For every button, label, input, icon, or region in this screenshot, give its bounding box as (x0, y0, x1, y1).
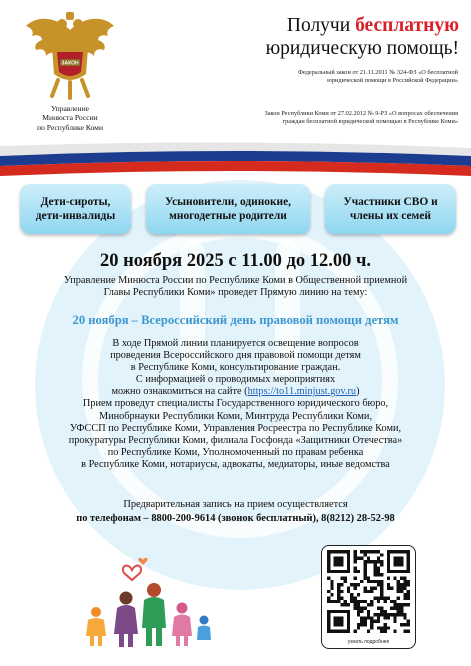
event-date: 20 ноября 2025 с 11.00 до 12.00 ч. (99, 251, 372, 271)
org-line: по Республике Коми (36, 122, 104, 132)
category-line: дети-инвалиды (35, 210, 116, 222)
body-line: В ходе Прямой линии планируется освещение вопросов (112, 338, 359, 349)
event-description (0, 338, 471, 471)
title-highlight: бесплатную (355, 15, 459, 36)
family-illustration-icon (80, 550, 215, 650)
body-line: Прием проведут специалисты Государственного юридического бюро, (82, 398, 389, 410)
event-topic: 20 ноября – Всероссийский день правовой помощи детям (72, 313, 399, 327)
qr-code-card[interactable] (321, 545, 416, 649)
law-line: Закон Республики Коми от 27.02.2012 № 9-РЗ «О вопросах обеспечения (264, 110, 458, 117)
body-line: Минобрнауки Республики Коми, Минтруда Республики Коми, (98, 410, 373, 422)
page-title (175, 14, 459, 60)
emblem-label: ЗАКОН (61, 60, 79, 67)
category-line: члены их семей (350, 210, 431, 222)
registration-note: Предварительная запись на прием осуществляется (123, 499, 348, 510)
body-line: С информацией о проводимых мероприятиях (135, 374, 336, 386)
eagle-emblem-icon (22, 10, 118, 102)
qr-code-icon (327, 550, 410, 633)
event-intro (0, 275, 471, 299)
body-line: прокуратуры Республики Коми, филиала Госфонда «Защитники Отечества» (68, 434, 403, 446)
russian-flag-stripe (0, 142, 471, 178)
title-part: Получи (286, 15, 356, 36)
organization-name (10, 104, 130, 132)
intro-line: Главы Республики Коми» проведет Прямую линию на тему: (103, 287, 368, 299)
law-line: юридической помощи в Российской Федерации» (327, 77, 458, 84)
org-line: Управление (50, 104, 90, 113)
regional-law-reference (188, 110, 458, 126)
org-line: Минюста России (42, 113, 98, 123)
federal-law-reference (188, 69, 458, 85)
body-line: в Республике Коми, консультирование граждан. (130, 362, 341, 374)
category-line: многодетные родители (169, 210, 287, 222)
category-line: Дети-сироты, (40, 196, 111, 208)
category-line: Усыновители, одинокие, (164, 196, 292, 208)
category-orphans (20, 184, 131, 234)
body-text: ) (356, 386, 360, 398)
qr-caption: узнать подробнее (347, 639, 390, 645)
website-link[interactable]: https://to11.minjust.gov.ru (247, 386, 357, 398)
law-line: Федеральный закон от 21.11.2011 № 324-ФЗ «О бесплатной (298, 69, 458, 76)
body-line: в Республике Коми, нотариусы, адвокаты, медиаторы, иные ведомства (81, 458, 390, 470)
category-line: Участники СВО и (343, 196, 438, 208)
body-line: по Республике Коми, Уполномоченный по правам ребенка (107, 446, 364, 458)
intro-line: Управление Минюста России по Республике Коми в Общественной приемной (63, 275, 408, 286)
law-line: граждан бесплатной юридической помощью в Республике Коми» (282, 118, 458, 125)
category-parents (146, 184, 310, 234)
body-line: УФССП по Республике Коми, Управления Росреестра по Республике Коми, (69, 422, 402, 434)
body-line: проведения Всероссийского дня правовой помощи детям (110, 350, 361, 362)
category-svo (325, 184, 456, 234)
body-line-with-link (0, 386, 471, 398)
title-line2: юридическую помощь! (265, 38, 459, 59)
body-text: можно ознакомиться на сайте ( (111, 386, 248, 398)
phone-numbers[interactable]: по телефонам – 8800-200-9614 (звонок бесплатный), 8(8212) 28-52-98 (76, 513, 395, 524)
